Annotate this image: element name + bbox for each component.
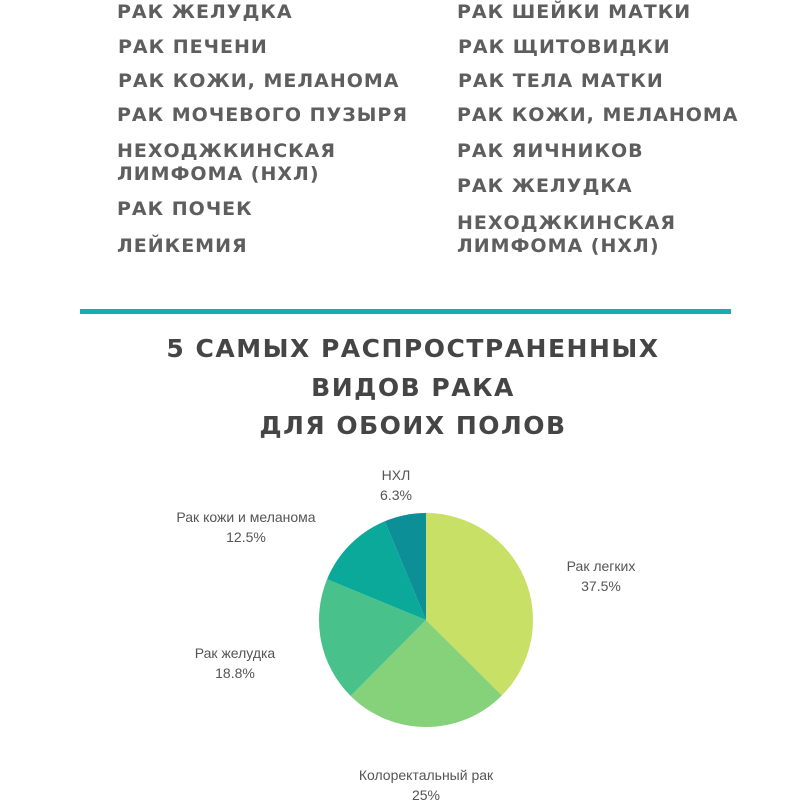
pie-slice-name: Рак легких: [566, 558, 636, 574]
pie-slice-percent: 6.3%: [380, 487, 412, 503]
list-left-item: РАК ПЕЧЕНИ: [118, 36, 268, 58]
section-title-line: 5 САМЫХ РАСПРОСТРАНЕННЫХ: [166, 334, 660, 363]
section-title-line: ВИДОВ РАКА: [311, 372, 515, 402]
pie-slice-label: [176, 509, 315, 545]
pie-slice-name: Рак желудка: [194, 645, 276, 661]
list-right-item: РАК КОЖИ, МЕЛАНОМА: [457, 104, 739, 126]
pie-slice-label: [359, 767, 494, 800]
list-right-item: НЕХОДЖКИНСКАЯ ЛИМФОМА (НХЛ): [457, 212, 677, 257]
list-right-item: РАК ЯИЧНИКОВ: [457, 140, 644, 162]
list-right-item: РАК ТЕЛА МАТКИ: [458, 70, 664, 92]
pie-slice-name: Рак кожи и меланома: [176, 509, 316, 525]
pie-slice-percent: 25%: [411, 787, 441, 800]
pie-slice-name: НХЛ: [381, 467, 411, 483]
section-title-line: ДЛЯ ОБОИХ ПОЛОВ: [259, 411, 567, 440]
list-left-item: РАК КОЖИ, МЕЛАНОМА: [118, 70, 400, 92]
pie-slice-percent: 37.5%: [581, 578, 621, 594]
pie-slice-label: [195, 645, 276, 681]
list-left-item: РАК ЖЕЛУДКА: [117, 1, 293, 23]
list-right-item: РАК ШЕЙКИ МАТКИ: [457, 1, 692, 23]
list-left-item: РАК ПОЧЕК: [117, 198, 253, 220]
pie-slice-name: Колоректальный рак: [358, 767, 494, 783]
pie-slice-percent: 18.8%: [215, 665, 255, 681]
list-left-item: НЕХОДЖКИНСКАЯ ЛИМФОМА (НХЛ): [117, 140, 337, 185]
pie-slice-label: [380, 467, 412, 503]
pie-slice-label: [567, 558, 636, 594]
pie-slices: [319, 513, 533, 727]
list-left-item: РАК МОЧЕВОГО ПУЗЫРЯ: [117, 104, 408, 126]
list-right-item: РАК ЩИТОВИДКИ: [458, 36, 671, 58]
list-left-item: ЛЕЙКЕМИЯ: [117, 235, 248, 257]
pie-slice-percent: 12.5%: [226, 529, 266, 545]
list-right-item: РАК ЖЕЛУДКА: [457, 175, 633, 197]
